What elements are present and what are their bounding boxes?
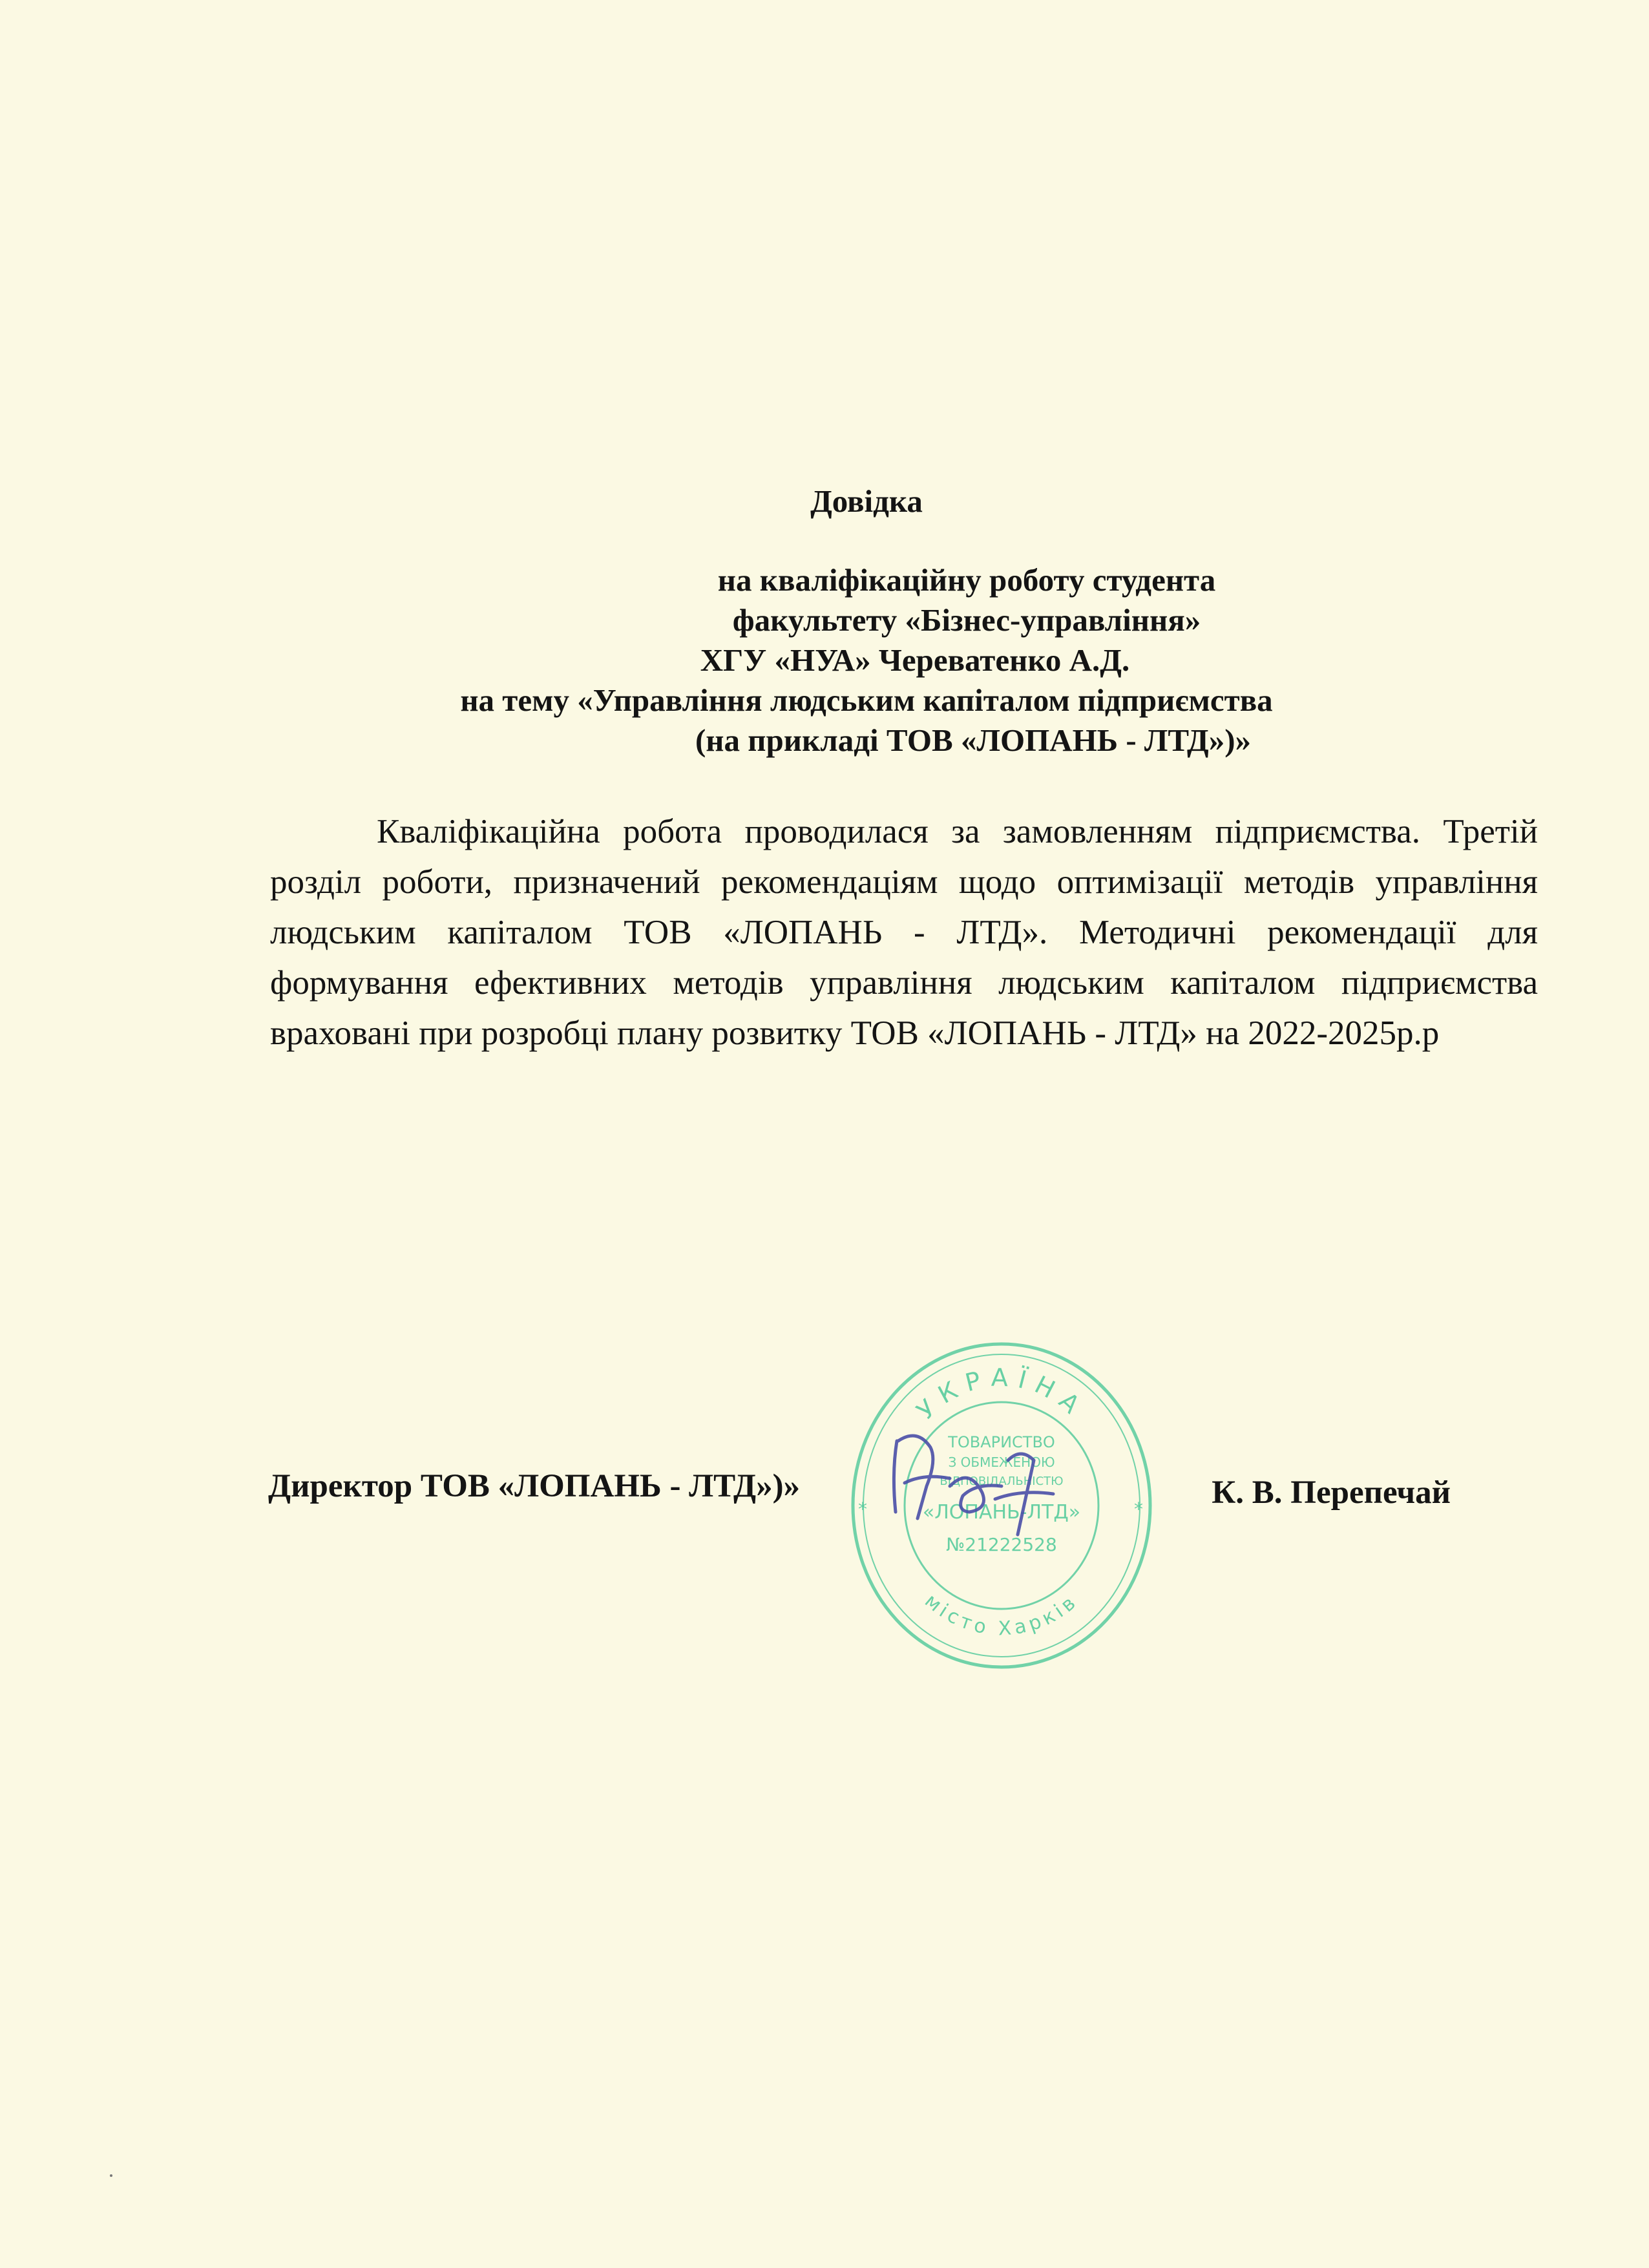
- header-line-student: ХГУ «НУА» Череватенко А.Д.: [700, 642, 1130, 678]
- stamp-star-left-icon: *: [858, 1498, 867, 1520]
- stamp-line-3: ВІДПОВІДАЛЬНІСТЮ: [940, 1475, 1064, 1488]
- signer-name: К. В. Перепечай: [1212, 1475, 1451, 1511]
- document-header: [0, 481, 1649, 761]
- stamp-city-text: місто Харків: [920, 1590, 1083, 1641]
- signature-block: [268, 1460, 1451, 1512]
- body-paragraph: Кваліфікаційна робота проводилася за замовленням підприємства. Третій розділ роботи, призначений рекомендаціям щодо оптимізації методів управління людським капіталом ТОВ «ЛОПАНЬ - ЛТД». Методичні рекомендації для формування ефективних методів управління людським капіталом підприємства враховані при розробці плану розвитку ТОВ «ЛОПАНЬ - ЛТД» на 2022-2025р.р: [270, 813, 1538, 1052]
- header-line-subject: на кваліфікаційну роботу студента: [717, 562, 1216, 598]
- paper-speck: [110, 2174, 112, 2177]
- header-line-topic-example: (на прикладі ТОВ «ЛОПАНЬ - ЛТД»)»: [695, 722, 1252, 758]
- document-title: Довідка: [810, 483, 923, 519]
- handwritten-signature-icon: [885, 1422, 1092, 1544]
- stamp-line-4: «ЛОПАНЬ-ЛТД»: [922, 1501, 1081, 1524]
- header-line-topic: на тему «Управління людським капіталом підприємства: [460, 682, 1273, 718]
- stamp-country-text: УКРАЇНА: [911, 1363, 1092, 1425]
- stamp-line-1: ТОВАРИСТВО: [948, 1433, 1055, 1451]
- stamp-line-2: З ОБМЕЖЕНОЮ: [948, 1454, 1055, 1470]
- header-line-faculty: факультету «Бізнес-управління»: [732, 602, 1201, 638]
- stamp-line-5: №21222528: [946, 1534, 1057, 1555]
- stamp-star-right-icon: *: [1134, 1498, 1143, 1520]
- signer-position: Директор ТОВ «ЛОПАНЬ - ЛТД»)»: [268, 1468, 801, 1504]
